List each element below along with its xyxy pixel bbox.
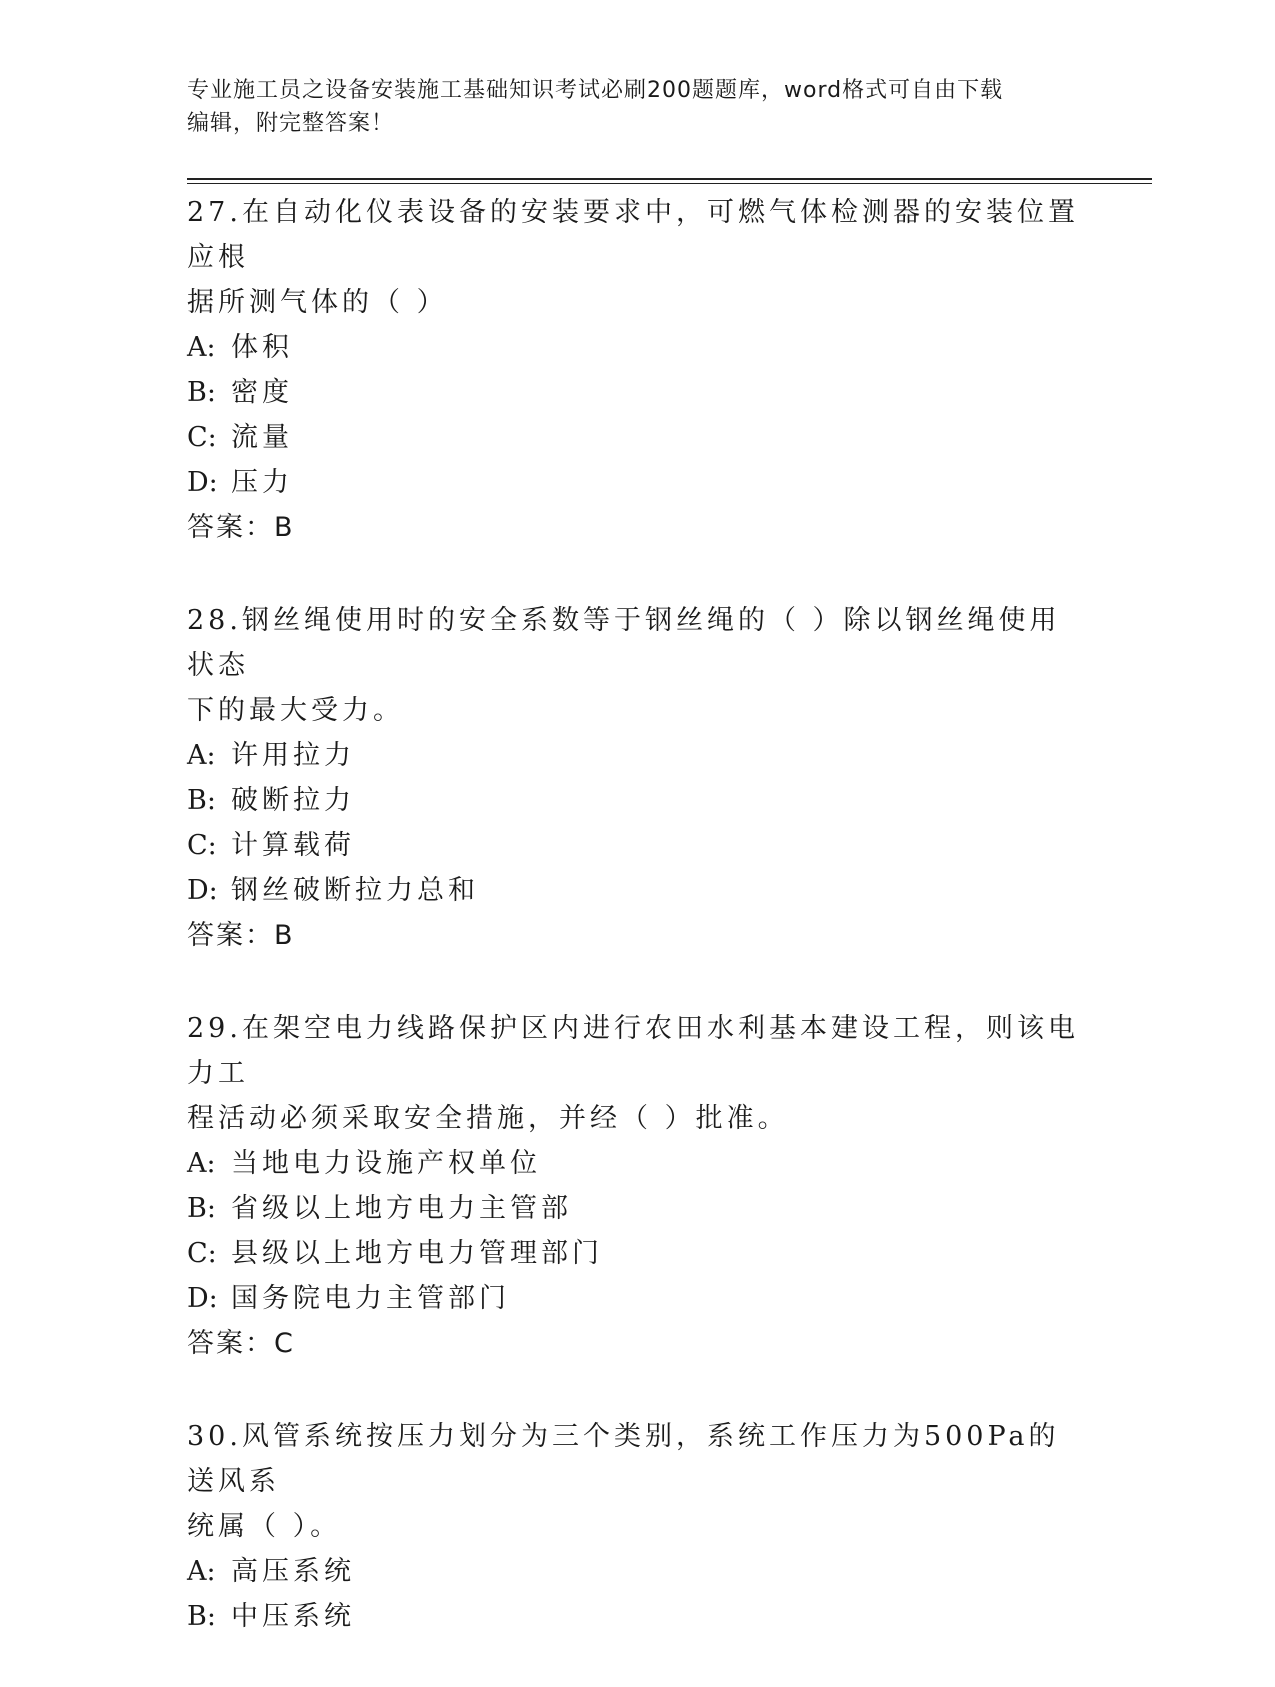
option-text: 中压系统: [231, 1601, 355, 1632]
question-28: [187, 598, 1087, 958]
option-text: 密度: [231, 377, 293, 408]
option-a: [187, 1141, 1087, 1186]
option-a: [187, 733, 1087, 778]
question-stem-line-2: 统属（ ）。: [187, 1511, 342, 1542]
option-text: 高压系统: [231, 1556, 355, 1587]
option-a: [187, 1549, 1087, 1594]
question-stem-line-2: 下的最大受力。: [187, 695, 404, 726]
option-text: 流量: [231, 422, 293, 453]
option-letter: C:: [187, 830, 217, 861]
option-text: 压力: [231, 467, 293, 498]
question-29: [187, 1006, 1087, 1366]
option-text: 国务院电力主管部门: [231, 1283, 510, 1314]
option-text: 体积: [231, 332, 293, 363]
header-divider-thick: [187, 178, 1152, 180]
header-line-2: 编辑，附完整答案！: [187, 111, 395, 136]
option-letter: D:: [187, 467, 218, 498]
question-stem: [187, 1414, 1087, 1549]
option-letter: B:: [187, 785, 216, 816]
option-letter: D:: [187, 1283, 218, 1314]
question-stem-line-1: 29.在架空电力线路保护区内进行农田水利基本建设工程，则该电力工: [187, 1013, 1079, 1089]
option-d: [187, 1276, 1087, 1321]
option-b: [187, 1594, 1087, 1639]
question-stem-line-1: 30.风管系统按压力划分为三个类别，系统工作压力为500Pa的送风系: [187, 1421, 1060, 1497]
option-letter: A:: [187, 740, 216, 771]
option-b: [187, 1186, 1087, 1231]
option-letter: D:: [187, 875, 218, 906]
option-c: [187, 823, 1087, 868]
header-line-1: 专业施工员之设备安装施工基础知识考试必刷200题题库，word格式可自由下载: [187, 78, 1004, 103]
question-stem: [187, 190, 1087, 325]
question-stem-line-2: 程活动必须采取安全措施，并经（ ）批准。: [187, 1103, 789, 1134]
option-letter: B:: [187, 1193, 216, 1224]
page-header: [187, 74, 1067, 140]
answer-label: 答案：B: [187, 920, 295, 951]
option-a: [187, 325, 1087, 370]
question-stem-line-1: 27.在自动化仪表设备的安装要求中，可燃气体检测器的安装位置应根: [187, 197, 1079, 273]
option-text: 省级以上地方电力主管部: [231, 1193, 572, 1224]
option-letter: A:: [187, 1556, 216, 1587]
option-letter: B:: [187, 1601, 216, 1632]
question-stem-line-1: 28.钢丝绳使用时的安全系数等于钢丝绳的（ ）除以钢丝绳使用状态: [187, 605, 1061, 681]
option-c: [187, 415, 1087, 460]
option-text: 钢丝破断拉力总和: [231, 875, 479, 906]
answer-label: 答案：B: [187, 512, 295, 543]
option-c: [187, 1231, 1087, 1276]
option-letter: C:: [187, 422, 217, 453]
question-stem-line-2: 据所测气体的（ ）: [187, 287, 448, 318]
question-stem: [187, 1006, 1087, 1141]
option-letter: C:: [187, 1238, 217, 1269]
option-d: [187, 460, 1087, 505]
option-text: 计算载荷: [231, 830, 355, 861]
answer-label: 答案：C: [187, 1328, 295, 1359]
option-b: [187, 778, 1087, 823]
question-stem: [187, 598, 1087, 733]
option-text: 破断拉力: [231, 785, 355, 816]
option-letter: A:: [187, 332, 216, 363]
question-27: [187, 190, 1087, 550]
option-letter: B:: [187, 377, 216, 408]
option-text: 许用拉力: [231, 740, 355, 771]
option-b: [187, 370, 1087, 415]
question-30: [187, 1414, 1087, 1639]
header-divider-thin: [187, 183, 1152, 184]
question-list: [187, 190, 1087, 1687]
option-text: 县级以上地方电力管理部门: [231, 1238, 603, 1269]
option-letter: A:: [187, 1148, 216, 1179]
option-d: [187, 868, 1087, 913]
option-text: 当地电力设施产权单位: [231, 1148, 541, 1179]
